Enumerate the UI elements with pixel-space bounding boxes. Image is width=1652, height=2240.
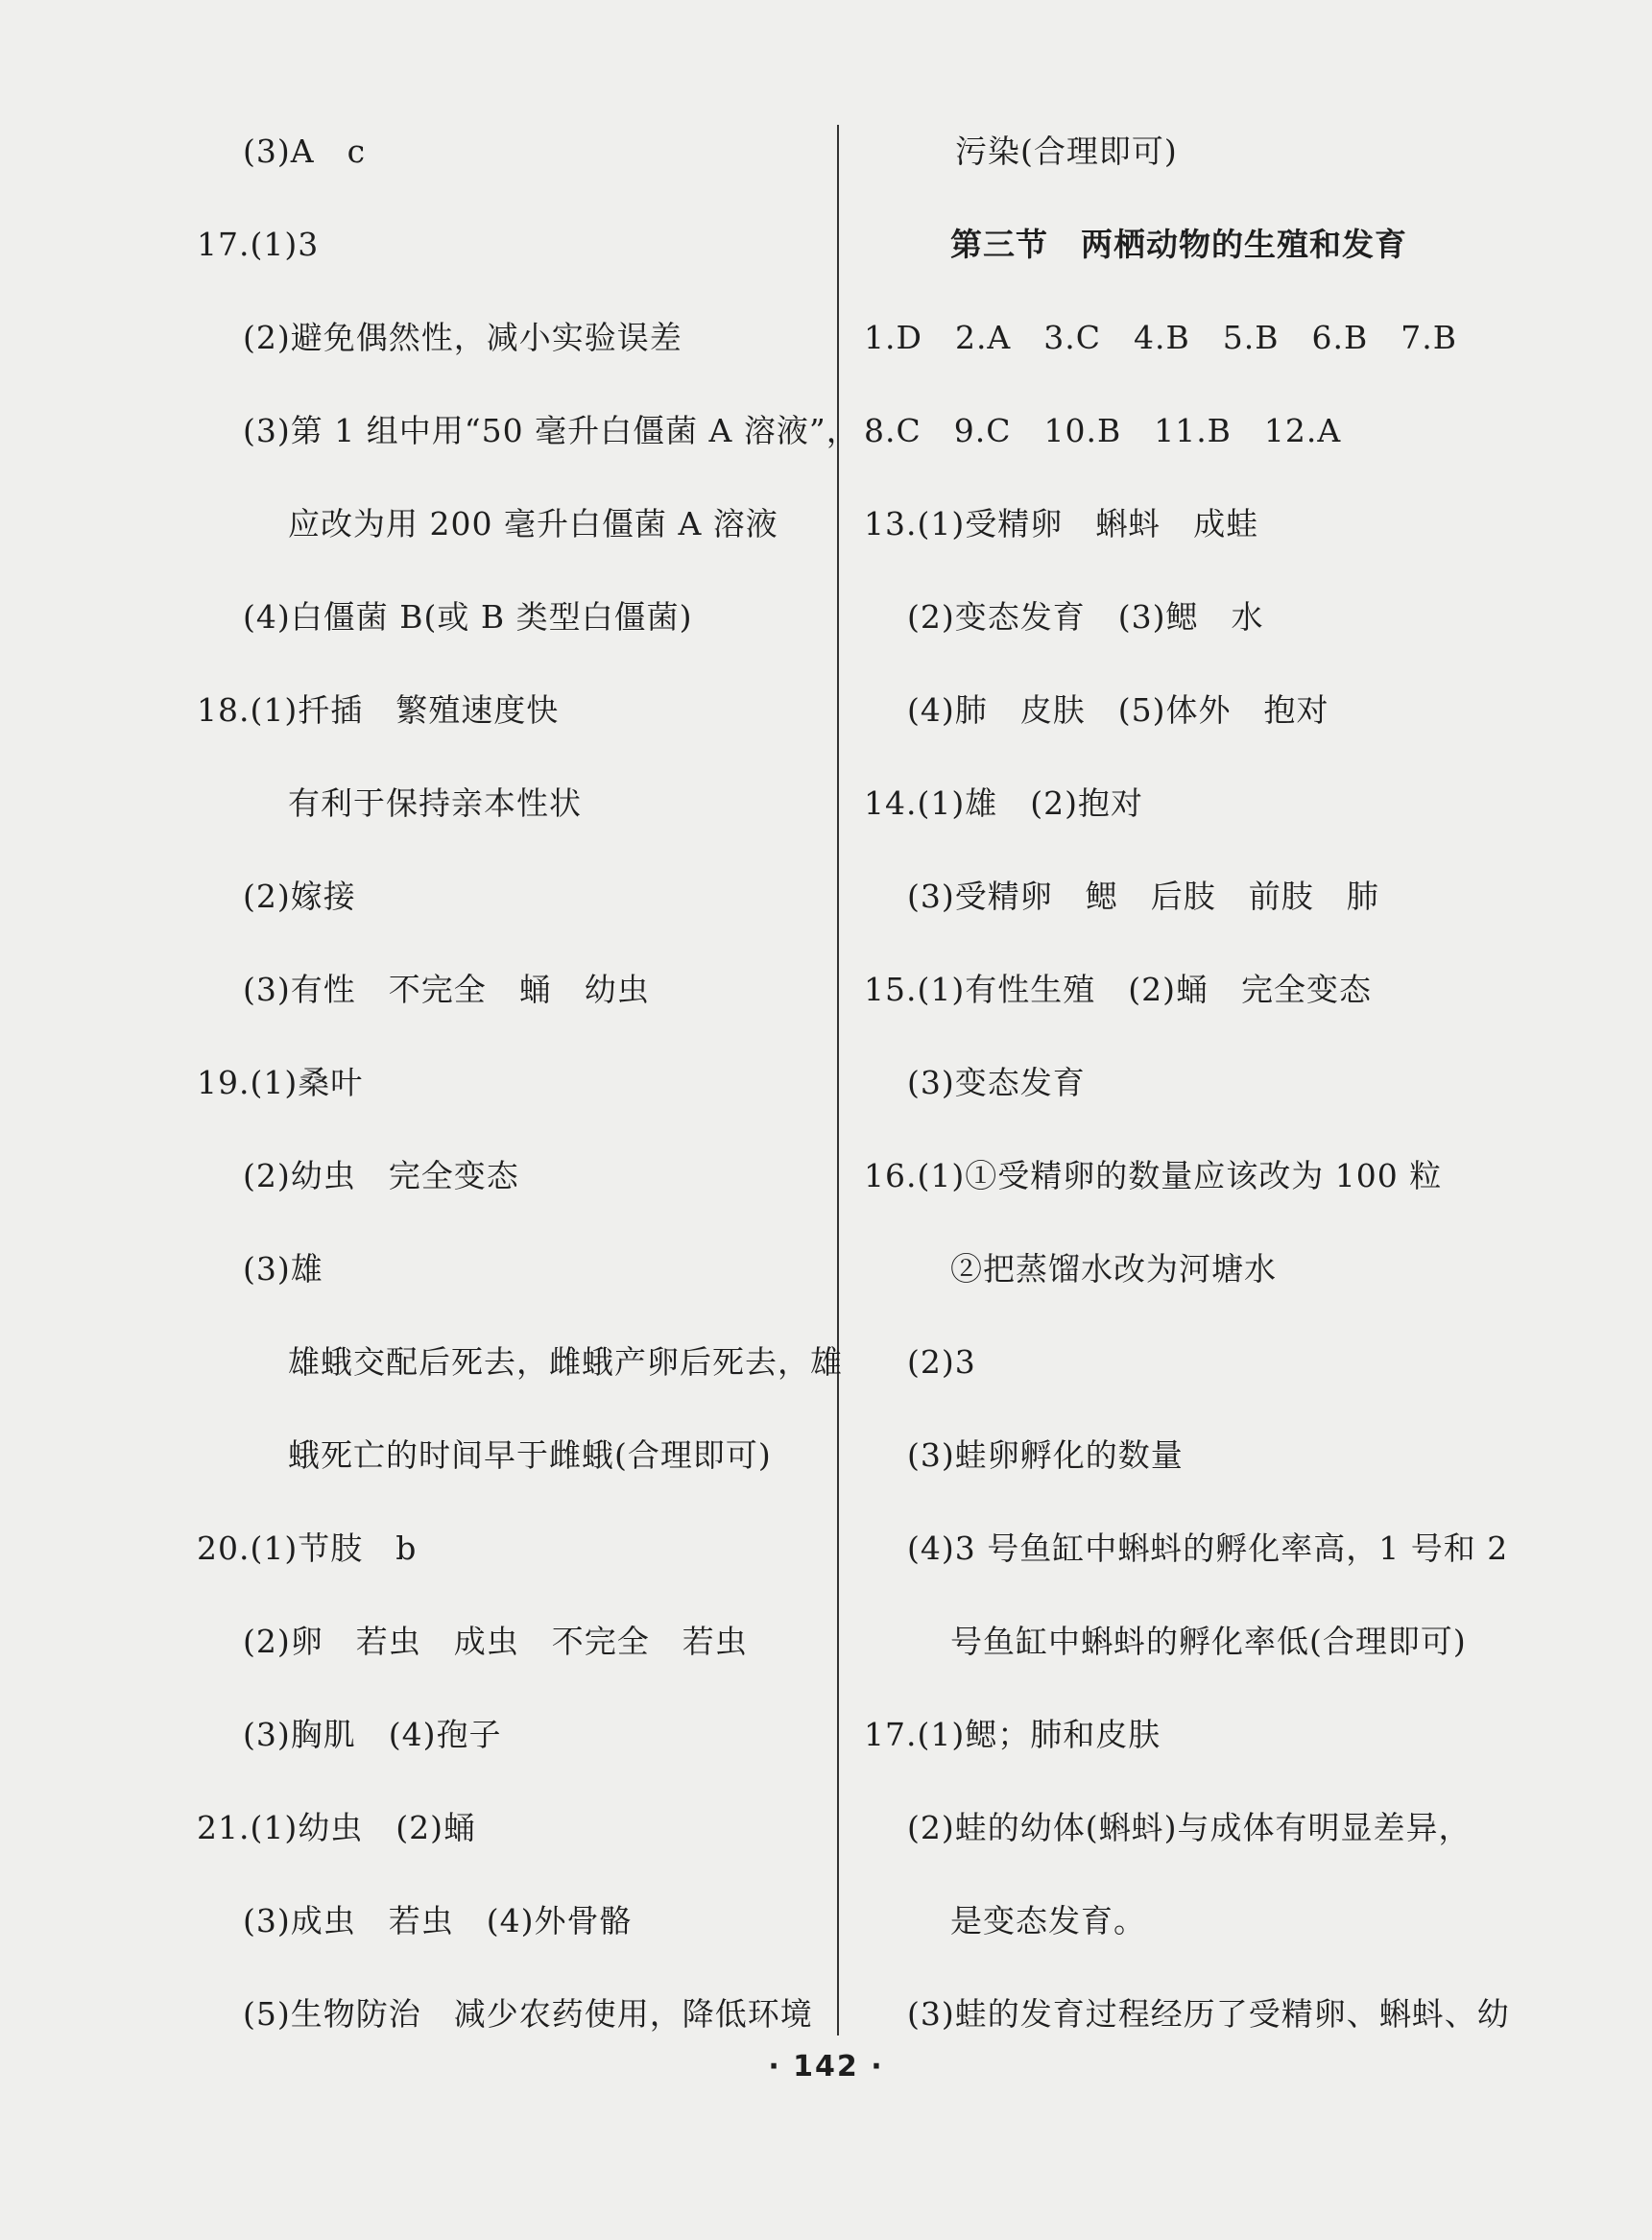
- left-line: 应改为用 200 毫升白僵菌 A 溶液: [288, 505, 778, 542]
- right-line: 1.D 2.A 3.C 4.B 5.B 6.B 7.B: [864, 319, 1457, 356]
- right-line: (3)蛙的发育过程经历了受精卵、蝌蚪、幼: [907, 1995, 1510, 2033]
- left-line: 21.(1)幼虫 (2)蛹: [197, 1809, 476, 1846]
- left-line: (3)成虫 若虫 (4)外骨骼: [243, 1902, 633, 1939]
- section-heading: 第三节 两栖动物的生殖和发育: [950, 226, 1407, 263]
- left-line: 有利于保持亲本性状: [288, 784, 582, 822]
- left-line: 雄蛾交配后死去，雌蛾产卵后死去，雄: [288, 1343, 843, 1381]
- right-line: 8.C 9.C 10.B 11.B 12.A: [864, 412, 1342, 449]
- left-line: 蛾死亡的时间早于雌蛾(合理即可): [288, 1436, 772, 1474]
- right-line: (4)肺 皮肤 (5)体外 抱对: [907, 691, 1329, 729]
- left-line: 17.(1)3: [197, 226, 320, 263]
- right-line: 号鱼缸中蝌蚪的孵化率低(合理即可): [950, 1623, 1467, 1660]
- right-line: ②把蒸馏水改为河塘水: [950, 1250, 1277, 1288]
- right-line: 14.(1)雄 (2)抱对: [864, 784, 1143, 822]
- left-line: (3)有性 不完全 蛹 幼虫: [243, 971, 650, 1008]
- left-line: (2)嫁接: [243, 878, 356, 915]
- right-line: (3)蛙卵孵化的数量: [907, 1436, 1184, 1474]
- right-line: 17.(1)鳃；肺和皮肤: [864, 1716, 1161, 1753]
- left-line: 19.(1)桑叶: [197, 1064, 364, 1101]
- right-line: 16.(1)①受精卵的数量应该改为 100 粒: [864, 1157, 1443, 1194]
- page-number: · 142 ·: [768, 2050, 884, 2083]
- right-line: (2)3: [907, 1343, 976, 1381]
- right-line: (2)变态发育 (3)鳃 水: [907, 598, 1264, 636]
- right-line: (3)受精卵 鳃 后肢 前肢 肺: [907, 878, 1379, 915]
- right-line: (3)变态发育: [907, 1064, 1086, 1101]
- right-line: 是变态发育。: [950, 1902, 1146, 1939]
- right-line: 15.(1)有性生殖 (2)蛹 完全变态: [864, 971, 1372, 1008]
- left-line: (3)A c: [243, 132, 367, 170]
- left-line: 18.(1)扦插 繁殖速度快: [197, 691, 560, 729]
- left-line: (2)卵 若虫 成虫 不完全 若虫: [243, 1623, 748, 1660]
- left-line: (2)避免偶然性，减小实验误差: [243, 319, 682, 356]
- right-line: 污染(合理即可): [955, 132, 1178, 170]
- left-line: 20.(1)节肢 b: [197, 1529, 418, 1567]
- left-line: (3)第 1 组中用“50 毫升白僵菌 A 溶液”，: [243, 412, 859, 449]
- right-line: (4)3 号鱼缸中蝌蚪的孵化率高，1 号和 2: [907, 1529, 1509, 1567]
- left-line: (5)生物防治 减少农药使用，降低环境: [243, 1995, 813, 2033]
- left-line: (4)白僵菌 B(或 B 类型白僵菌): [243, 598, 693, 636]
- right-line: 13.(1)受精卵 蝌蚪 成蛙: [864, 505, 1259, 542]
- left-line: (3)雄: [243, 1250, 323, 1288]
- left-line: (3)胸肌 (4)孢子: [243, 1716, 502, 1753]
- right-line: (2)蛙的幼体(蝌蚪)与成体有明显差异，: [907, 1809, 1472, 1846]
- left-line: (2)幼虫 完全变态: [243, 1157, 519, 1194]
